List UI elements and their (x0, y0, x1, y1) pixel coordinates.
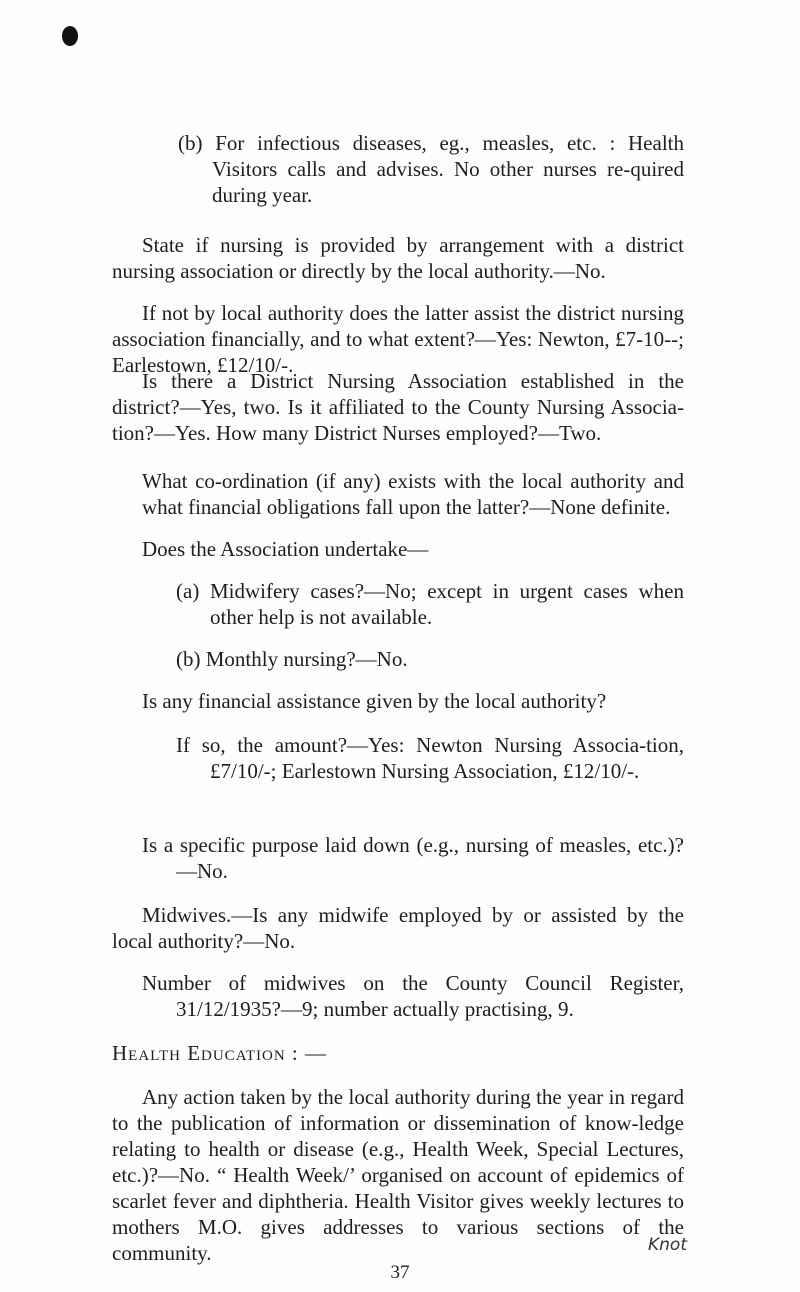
paragraph-number (142, 970, 684, 1022)
paragraph-specific (142, 832, 684, 884)
if-so-text: If so, the amount?—Yes: Newton Nursing Associa-tion, £7/10/-; Earlestown Nursing Association, £12/10/-. (176, 733, 684, 783)
page-number: 37 (390, 1262, 410, 1283)
paragraph-financial (142, 688, 684, 714)
state-text: State if nursing is provided by arrangement with a district nursing association or directly by the local authority.—No. (112, 233, 684, 283)
paragraph-coordination (142, 468, 684, 520)
financial-text: Is any financial assistance given by the local authority? (142, 689, 607, 713)
midwifery-text: (a) Midwifery cases?—No; except in urgent cases when other help is not available. (176, 579, 684, 629)
paragraph-monthly (176, 646, 684, 672)
paragraph-if-not (112, 300, 684, 378)
paragraph-does (142, 536, 684, 562)
coordination-text: What co-ordination (if any) exists with the local authority and what financial obligations fall upon the latter?—None definite. (142, 469, 684, 519)
if-not-text: If not by local authority does the latter assist the district nursing association financially, and to what extent?—Yes: Newton, £7-10--; Earlestown, £12/10/-. (112, 301, 684, 377)
punch-hole (62, 26, 78, 46)
paragraph-midwifery (176, 578, 684, 630)
infectious-text: (b) For infectious diseases, eg., measles, etc. : Health Visitors calls and advises. No other nurses re-quired during year. (178, 131, 684, 207)
paragraph-midwives (112, 902, 684, 954)
does-text: Does the Association undertake— (142, 537, 429, 561)
specific-text: Is a specific purpose laid down (e.g., nursing of measles, etc.)?—No. (142, 833, 684, 883)
section-heading (112, 1040, 684, 1066)
paragraph-if-so (176, 732, 684, 784)
monthly-text: (b) Monthly nursing?—No. (176, 647, 408, 671)
midwives-text: Midwives.—Is any midwife employed by or assisted by the local authority?—No. (112, 903, 684, 953)
action-text: Any action taken by the local authority during the year in regard to the publication of information or dissemination of know-ledge relating to health or disease (e.g., Health Week, Special Lectures, etc.)?—No. “ Health Week/’ organised on account of epidemics of scarlet fever and diphtheria. Health Visitor gives weekly lectures to mothers M.O. gives addresses to various sections of the community. (112, 1085, 684, 1265)
paragraph-infectious (178, 130, 684, 208)
paragraph-action (112, 1084, 684, 1266)
handwritten-note: Knot (648, 1235, 687, 1255)
paragraph-state (112, 232, 684, 284)
is-there-text: Is there a District Nursing Association established in the district?—Yes, two. Is it affiliated to the County Nursing Associa-tion?—Yes. How many District Nurses employed?—Two. (112, 369, 684, 445)
number-text: Number of midwives on the County Council Register, 31/12/1935?—9; number actually practising, 9. (142, 971, 684, 1021)
health-education-heading: Health Education : — (112, 1041, 328, 1065)
paragraph-is-there (112, 368, 684, 446)
